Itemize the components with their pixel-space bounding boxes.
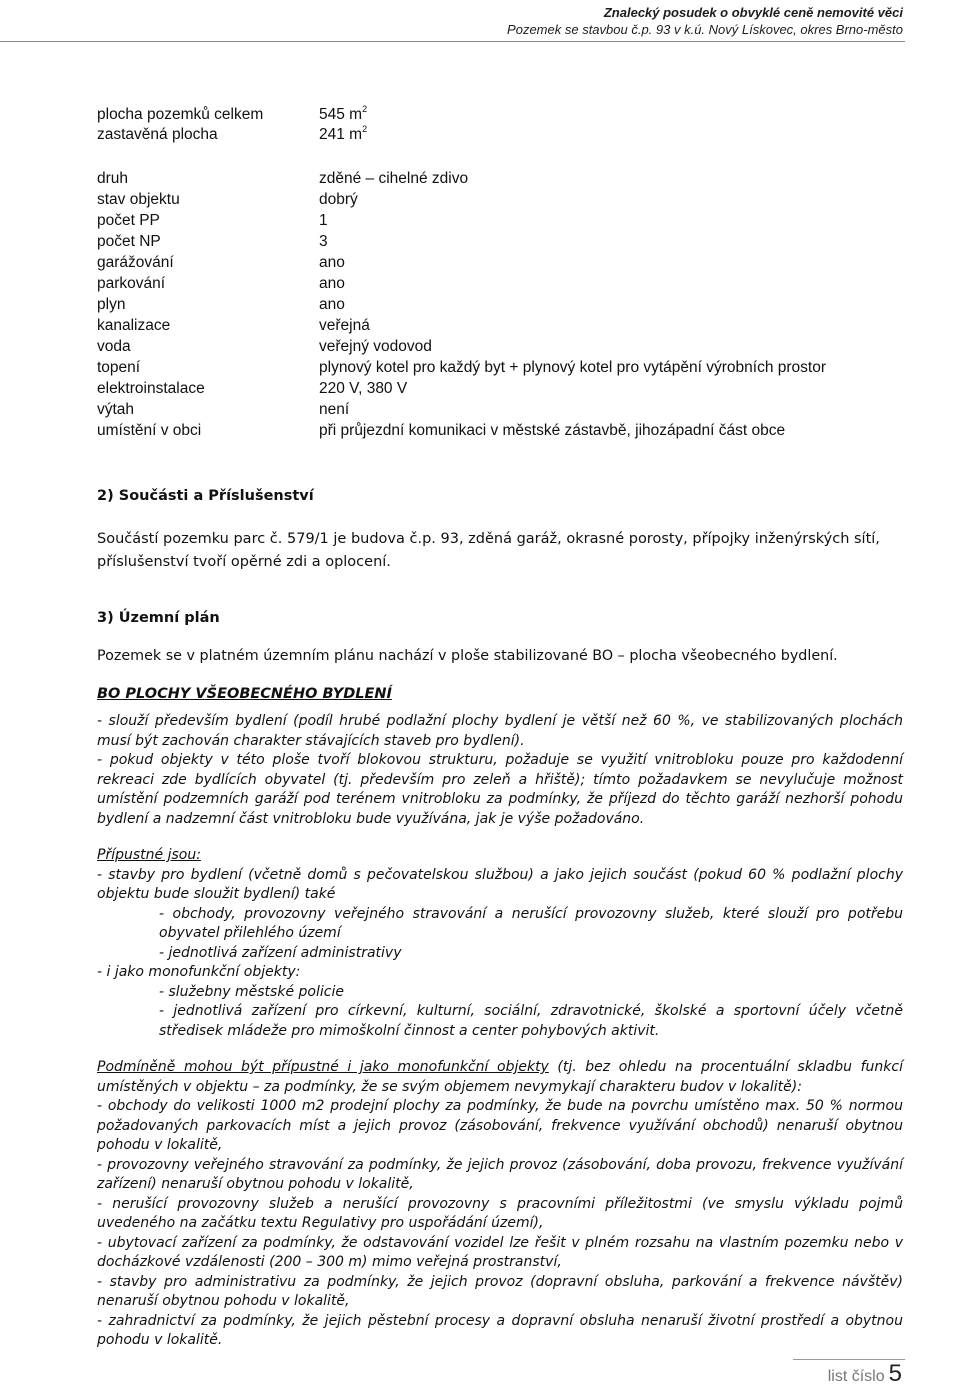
- conditional-intro: [97, 1058, 903, 1097]
- property-label: umístění v obci: [97, 422, 202, 439]
- property-value: 220 V, 380 V: [319, 380, 408, 397]
- property-value: zděné – cihelné zdivo: [319, 170, 469, 187]
- page-number: 5: [888, 1360, 902, 1387]
- allowed-title: Přípustné jsou:: [97, 847, 201, 863]
- zoning-paragraph: - slouží především bydlení (podíl hrubé podlažní plochy bydlení je větší než 60 %, ve stabilizovaných plochách musí být zachován charakter stávajících staveb pro bydlení).: [97, 713, 903, 749]
- area-label: plocha pozemků celkem: [97, 106, 264, 123]
- property-value: ano: [319, 275, 345, 292]
- property-label: stav objektu: [97, 191, 180, 208]
- allowed-item: - stavby pro bydlení (včetně domů s pečovatelskou službou) a jako jejich součást (pokud 60 % podlažní plochy objektu bude sloužit bydlení) také: [97, 866, 903, 902]
- area-unit-sup: 2: [362, 124, 368, 134]
- property-label: topení: [97, 359, 141, 376]
- property-label: garážování: [97, 254, 174, 271]
- property-value: dobrý: [319, 191, 358, 208]
- area-value-text: 241 m: [319, 126, 363, 143]
- conditional-intro-rest: (tj. bez ohledu na procentuální skladbu funkcí umístěných v objektu – za podmínky, že se svým objemem nevymykají charakteru budov v lokalitě):: [97, 1059, 903, 1095]
- area-value-text: 545 m: [319, 106, 363, 123]
- conditional-item: - ubytovací zařízení za podmínky, že odstavování vozidel lze řešit v plném rozsahu na vlastním pozemku nebo v docházkové vzdálenosti (200 – 300 m) mimo veřejná prostranství,: [97, 1234, 903, 1270]
- conditional-title: Podmíněně mohou být přípustné i jako monofunkční objekty: [97, 1059, 549, 1075]
- area-value: [319, 125, 367, 145]
- section-2-text: Součástí pozemku parc č. 579/1 je budova č.p. 93, zděná garáž, okrasné porosty, přípojky inženýrských sítí, příslušenství tvoří opěrné zdi a oplocení.: [97, 531, 880, 570]
- property-label: voda: [97, 338, 131, 355]
- property-label: plyn: [97, 296, 126, 313]
- header-title: Znalecký posudek o obvyklé ceně nemovité věci: [603, 5, 903, 20]
- property-label: parkování: [97, 275, 166, 292]
- section-3-text: Pozemek se v platném územním plánu nachází v ploše stabilizované BO – plocha všeobecného bydlení.: [97, 648, 838, 664]
- property-label: kanalizace: [97, 317, 171, 334]
- property-value: veřejná: [319, 317, 370, 334]
- property-value: 3: [319, 233, 328, 250]
- property-label: elektroinstalace: [97, 380, 205, 397]
- allowed-subitem: - jednotlivá zařízení administrativy: [159, 944, 402, 961]
- property-value: ano: [319, 254, 345, 271]
- allowed-item: - i jako monofunkční objekty:: [97, 964, 301, 980]
- header-subtitle: Pozemek se stavbou č.p. 93 v k.ú. Nový Lískovec, okres Brno-město: [507, 22, 903, 37]
- allowed-subitem: - obchody, provozovny veřejného stravování a nerušící provozovny služeb, které slouží pro potřebu obyvatel přilehlého území: [159, 905, 903, 941]
- footer-label: list číslo: [827, 1368, 885, 1385]
- allowed-subitem: - služebny městské policie: [159, 983, 344, 1000]
- property-value: veřejný vodovod: [319, 338, 432, 355]
- property-value: 1: [319, 212, 328, 229]
- area-value: [319, 105, 367, 125]
- page-header: [507, 4, 903, 38]
- area-unit-sup: 2: [362, 104, 368, 114]
- area-label: zastavěná plocha: [97, 126, 218, 143]
- property-label: počet NP: [97, 233, 161, 250]
- property-label: počet PP: [97, 212, 160, 229]
- conditional-item: - stavby pro administrativu za podmínky, že jejich provoz (dopravní obsluha, parkování a frekvence návštěv) nenaruší obytnou pohodu v lokalitě,: [97, 1273, 903, 1309]
- property-value: není: [319, 401, 350, 418]
- zoning-subheading: BO PLOCHY VŠEOBECNÉHO BYDLENÍ: [97, 686, 392, 702]
- property-value: ano: [319, 296, 345, 313]
- zoning-paragraph: - pokud objekty v této ploše tvoří blokovou strukturu, požaduje se využití vnitrobloku pouze pro každodenní rekreaci zde bydlících obyvatel (tj. především pro zeleň a hřiště); tímto požadavkem se nevylučuje možnost umístění podzemních garáží pod terénem vnitrobloku za podmínky, že příjezd do těchto garáží nezhorší pohodu bydlení a nadzemní část vnitrobloku bude využívána, jak je výše požadováno.: [97, 752, 903, 827]
- section-3-heading: 3) Územní plán: [97, 610, 220, 626]
- page-footer: [828, 1360, 902, 1388]
- header-rule: [0, 41, 905, 42]
- allowed-subitem: - jednotlivá zařízení pro církevní, kulturní, sociální, zdravotnické, školské a sportovní účely včetně středisek mládeže pro mimoškolní činnost a center pohybových aktivit.: [159, 1003, 903, 1039]
- property-label: výtah: [97, 401, 135, 418]
- conditional-item: - zahradnictví za podmínky, že jejich pěstební procesy a dopravní obsluha nenaruší životní prostředí a obytnou pohodu v lokalitě.: [97, 1312, 903, 1348]
- conditional-item: - provozovny veřejného stravování za podmínky, že jejich provoz (zásobování, doba provozu, frekvence využívání zařízení) nenaruší obytnou pohodu v lokalitě,: [97, 1156, 903, 1192]
- conditional-item: - nerušící provozovny služeb a nerušící provozovny s pracovními příležitostmi (ve smyslu výkladu pojmů uvedeného na začátku textu Regulativy pro uspořádání území),: [97, 1195, 903, 1231]
- zoning-description: [97, 712, 903, 1351]
- section-2-heading: 2) Součásti a Příslušenství: [97, 488, 314, 504]
- property-value: při průjezdní komunikaci v městské zástavbě, jihozápadní část obce: [319, 422, 786, 439]
- property-label: druh: [97, 170, 129, 187]
- property-value: plynový kotel pro každý byt + plynový kotel pro vytápění výrobních prostor: [319, 359, 827, 376]
- conditional-item: - obchody do velikosti 1000 m2 prodejní plochy za podmínky, že bude na povrchu umístěno max. 50 % normou požadovaných parkovacích míst a jejich provoz (zásobování, frekvence využívání obchodů) nenaruší obytnou pohodu v lokalitě,: [97, 1098, 903, 1153]
